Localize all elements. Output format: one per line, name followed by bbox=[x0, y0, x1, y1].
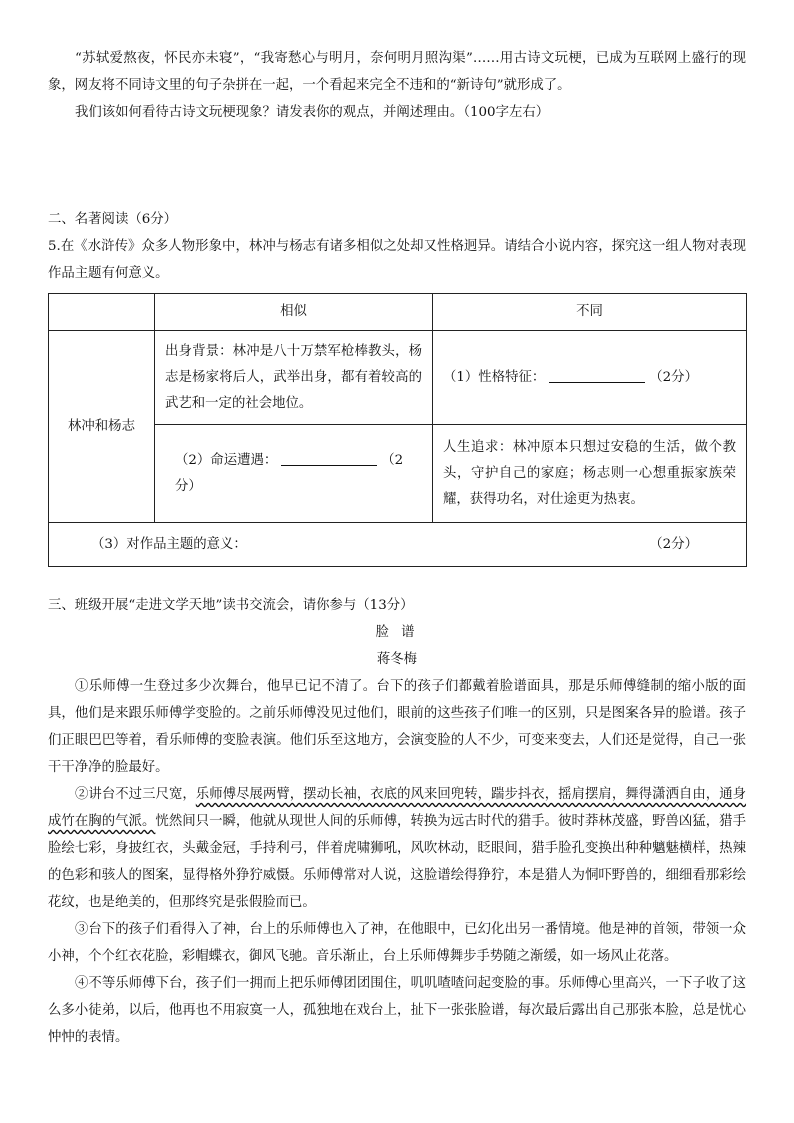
theme-prefix: （3）对作品主题的意义： bbox=[91, 536, 247, 552]
intro-prompt: 我们该如何看待古诗文玩梗现象？请发表你的观点，并阐述理由。（100字左右） bbox=[75, 105, 550, 120]
section2-heading: 二、名著阅读（6分） bbox=[48, 212, 178, 227]
column-header-different: 不同 bbox=[433, 294, 747, 331]
article-paragraph-1: ①乐师傅一生登过多少次舞台，他早已记不清了。台下的孩子们都戴着脸谱面具，那是乐师傅缝制的缩小版的面具，他们是来跟乐师傅学变脸的。之前乐师傅没见过他们，眼前的这些孩子们唯一的区别，只是图案各异的脸谱。孩子们正眼巴巴等着，看乐师傅的变脸表演。他们乐至这地方，会演变脸的人不少，可变来变去，人们还是觉得，自己一张干干净净的脸最好。 bbox=[48, 679, 746, 775]
article-title: 脸 谱 bbox=[375, 625, 419, 640]
theme-row[interactable] bbox=[49, 523, 747, 567]
fate-answer-blank[interactable] bbox=[281, 450, 377, 466]
background-cell: 出身背景：林冲是八十万禁军枪棒教头，杨志是杨家将后人，武举出身，都有着较高的武艺和一定的社会地位。 bbox=[155, 331, 433, 425]
article-paragraph-2 bbox=[48, 781, 746, 916]
article-paragraph-4: ④不等乐师傅下台，孩子们一拥而上把乐师傅团团围住，叽叽喳喳问起变脸的事。乐师傅心里高兴，一下子收了这么多小徒弟，以后，他再也不用寂寞一人，孤独地在戏台上，扯下一张张脸谱，每次最后露出自己那张本脸，总是忧心忡忡的表情。 bbox=[48, 976, 746, 1045]
trait-prefix: （1）性格特征： bbox=[443, 369, 546, 385]
theme-score: （2分） bbox=[649, 536, 698, 552]
column-header-similar: 相似 bbox=[155, 294, 433, 331]
article-paragraph-3: ③台下的孩子们看得入了神，台上的乐师傅也入了神，在他眼中，已幻化出另一番情境。他是神的首领，带领一众小神，个个红衣花脸，彩帽蝶衣，御风飞驰。音乐渐止，台上乐师傅舞步手势随之渐缓，如一场风止花落。 bbox=[48, 922, 746, 964]
row-label: 林冲和杨志 bbox=[49, 331, 155, 523]
section3-heading: 三、班级开展“走进文学天地”读书交流会，请你参与（13分） bbox=[48, 598, 414, 613]
fate-score: （2分） bbox=[175, 452, 404, 494]
fate-prefix: （2）命运遭遇： bbox=[175, 452, 278, 468]
intro-paragraph: “苏轼爱熬夜，怀民亦未寝”，“我寄愁心与明月，奈何明月照沟渠”……用古诗文玩梗，已成为互联网上盛行的现象，网友将不同诗文里的句子杂拼在一起，一个看起来完全不违和的“新诗句”就形成了。 bbox=[48, 51, 746, 93]
comparison-table bbox=[48, 293, 747, 567]
pursuit-cell: 人生追求：林冲原本只想过安稳的生活，做个教头，守护自己的家庭；杨志则一心想重振家族荣耀，获得功名，对仕途更为热衷。 bbox=[433, 425, 747, 523]
fate-cell bbox=[155, 425, 433, 523]
paragraph-2-rest: 恍然间只一瞬，他就从现世人间的乐师傅，转换为远古时代的猎手。彼时莽林茂盛，野兽凶猛，猎手脸绘七彩，身披红衣，头戴金冠，手持利弓，伴着虎啸狮吼，风吹林动，眨眼间，猎手脸孔变换出种种魑魅横样，热辣的色彩和骇人的图案，显得格外狰狞威慑。乐师傅常对人说，这脸谱绘得狰狞，本是猎人为恫吓野兽的，细细看那彩绘花纹，也是绝美的，但那终究是张假脸而已。 bbox=[48, 814, 746, 910]
trait-cell bbox=[433, 331, 747, 425]
trait-answer-blank[interactable] bbox=[549, 367, 645, 383]
article-author: 蒋冬梅 bbox=[376, 652, 418, 667]
trait-score: （2分） bbox=[649, 369, 698, 385]
underlined-sentence: 乐师傅尽展两臂，摆动长袖，衣底的风来回兜转，踹步抖衣，摇肩摆肩，舞得潇洒自由，通身成竹在胸的气派。 bbox=[48, 787, 747, 829]
section2-question: 5.在《水浒传》众多人物形象中，林冲与杨志有诸多相似之处却又性格迥异。请结合小说内容，探究这一组人物对表现作品主题有何意义。 bbox=[48, 239, 746, 281]
table-corner-cell bbox=[49, 294, 155, 331]
paragraph-2-start: ②讲台不过三尺宽， bbox=[75, 787, 196, 802]
